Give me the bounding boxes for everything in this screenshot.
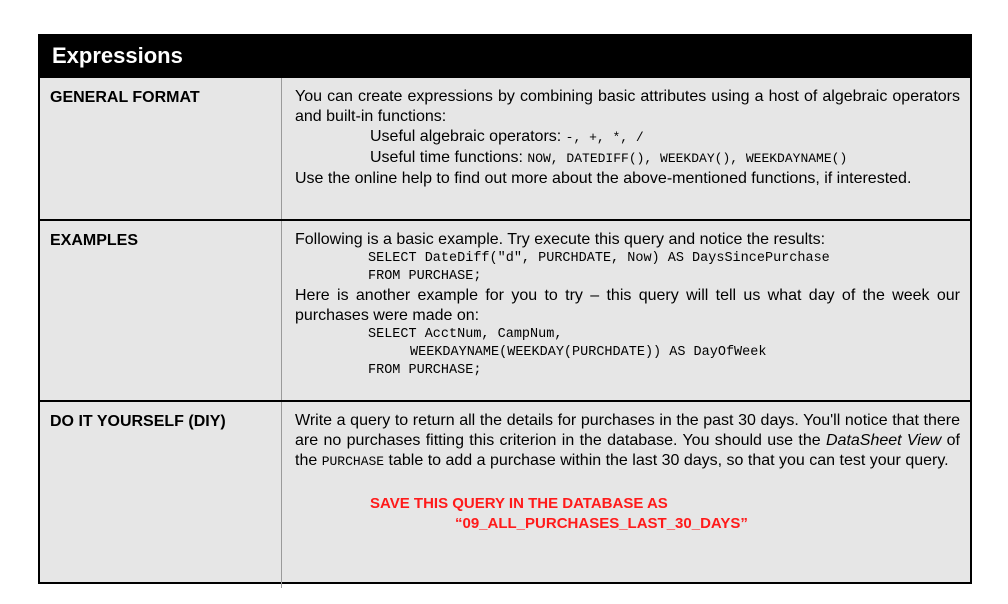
general-outro: Use the online help to find out more about the above-mentioned functions, if interested. [295,170,912,187]
operators-label: Useful algebraic operators: [370,128,562,145]
code-line: FROM PURCHASE; [368,269,482,284]
time-functions-value: NOW, DATEDIFF(), WEEKDAY(), WEEKDAYNAME() [527,151,848,166]
code-line: SELECT AcctNum, CampNum, [368,327,563,342]
general-format-row [40,76,970,221]
examples-middle: Here is another example for you to try – this query will tell us what day of the week our purchases were made on: [295,287,960,324]
diy-text [295,411,960,472]
general-format-label: GENERAL FORMAT [40,78,282,221]
diy-label: DO IT YOURSELF (DIY) [40,402,282,588]
expressions-card [38,34,972,584]
code-line: WEEKDAYNAME(WEEKDAY(PURCHDATE)) AS DayOfWeek [410,345,767,360]
save-instruction-line-1: SAVE THIS QUERY IN THE DATABASE AS [370,495,668,512]
time-functions-label: Useful time functions: [370,149,523,166]
examples-label: EXAMPLES [40,221,282,402]
diy-text-a: Write a query to return all the details for purchases in the past 30 days. You'll notice that there are no purchases fitting this criterion in the database. You should use the [295,412,960,449]
diy-text-c: table to add a purchase within the last 30 days, so that you can test your query. [384,452,949,469]
code-block-2 [295,326,960,380]
code-line: FROM PURCHASE; [368,363,482,378]
operators-line [295,127,960,148]
diy-table-name: PURCHASE [321,454,385,469]
card-title: Expressions [40,36,970,76]
diy-content [283,402,970,588]
examples-row [40,219,970,402]
code-block-1 [295,250,960,286]
general-format-content [283,78,970,221]
save-instruction-line-2: “09_ALL_PURCHASES_LAST_30_DAYS” [455,515,748,532]
operators-value: -, +, *, / [565,130,644,145]
diy-text-b: of the [295,432,961,469]
time-functions-line [295,148,960,169]
general-intro: You can create expressions by combining basic attributes using a host of algebraic operators and built-in functions: [295,88,960,125]
examples-intro: Following is a basic example. Try execute this query and notice the results: [295,231,826,248]
examples-content [283,221,970,402]
diy-datasheet-view: DataSheet View [825,432,942,449]
diy-row [40,400,970,588]
code-line: SELECT DateDiff("d", PURCHDATE, Now) AS DaysSincePurchase [368,251,830,266]
